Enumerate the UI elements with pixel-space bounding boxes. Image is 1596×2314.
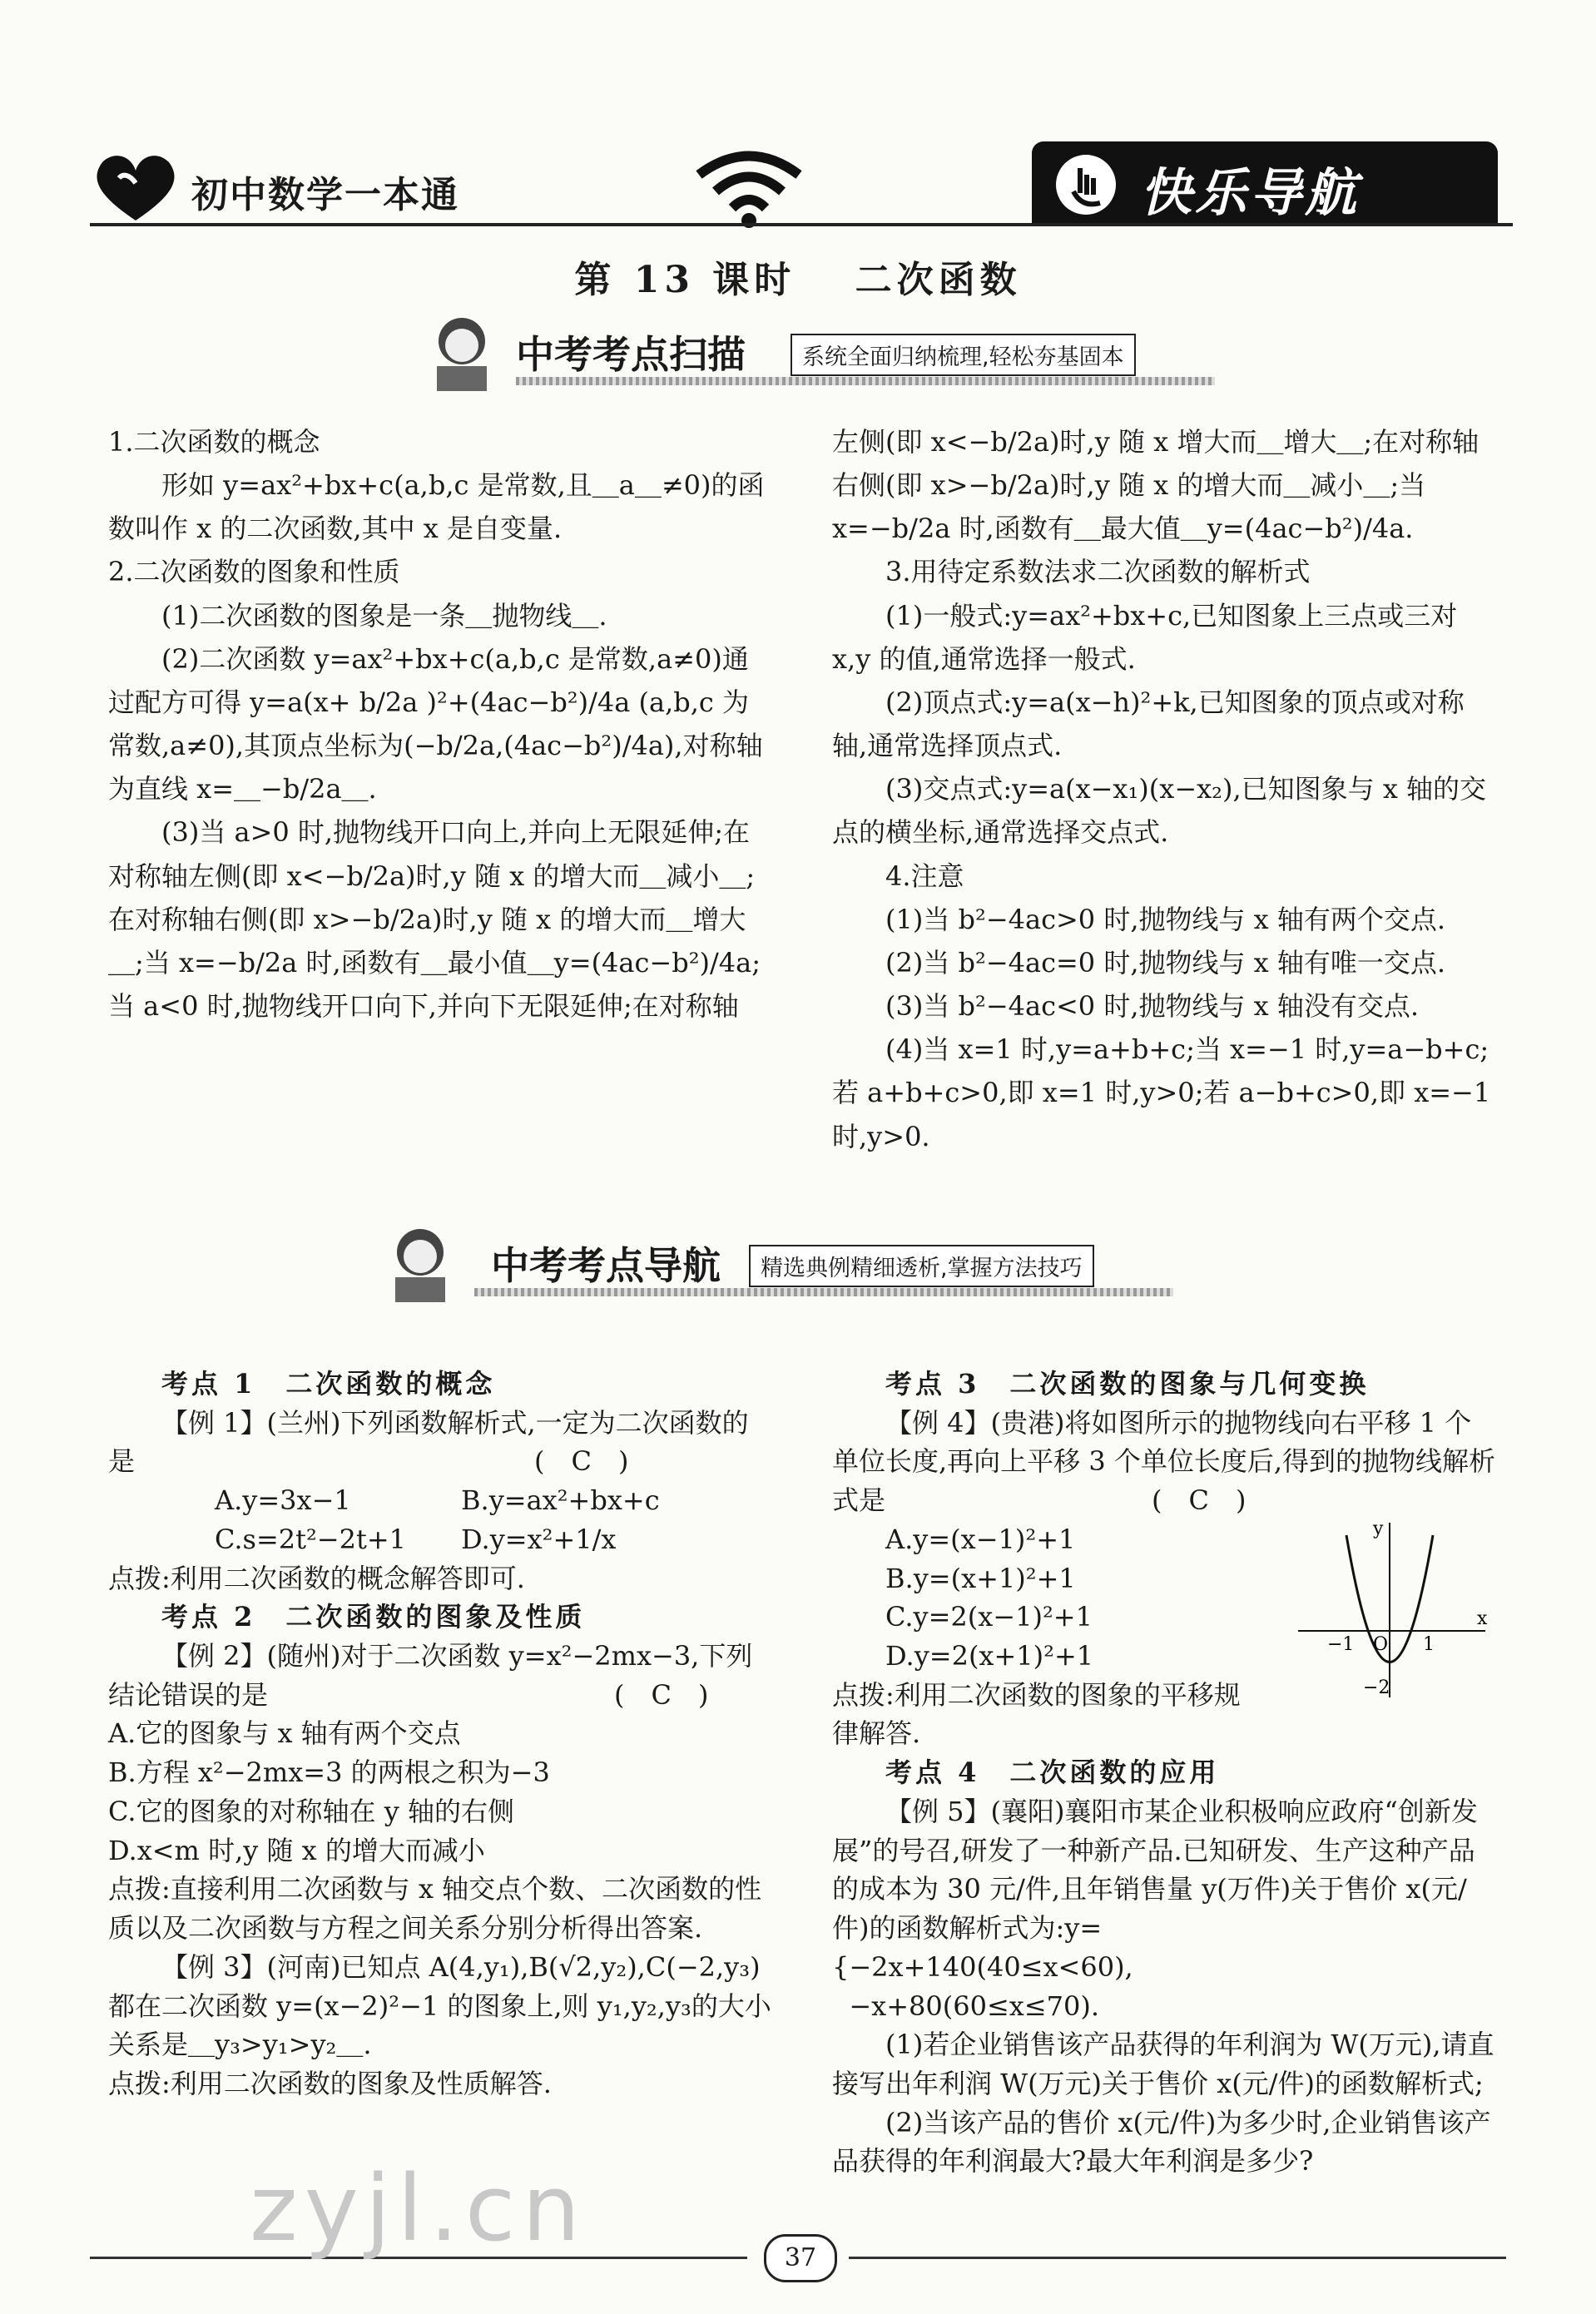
banner-arrow <box>516 377 1215 385</box>
tick-label: −2 <box>1363 1677 1390 1698</box>
scan-item: 2.二次函数的图象和性质 <box>108 556 400 588</box>
nav-right-column <box>832 1365 1498 2181</box>
tip-2: 点拨:直接利用二次函数与 x 轴交点个数、二次函数的性质以及二次函数与方程之间关系分别分析得出答案. <box>108 1873 762 1945</box>
option: A.y=3x−1 <box>215 1484 351 1517</box>
option: C.它的图象的对称轴在 y 轴的右侧 <box>108 1795 514 1827</box>
tick-label: 1 <box>1423 1634 1435 1655</box>
example-2: 【例 2】(随州)对于二次函数 y=x²−2mx−3,下列结论错误的是 ( C ) <box>108 1640 753 1711</box>
option: B.y=ax²+bx+c <box>461 1484 660 1517</box>
scan-item: (2)二次函数 y=ax²+bx+c(a,b,c 是常数,a≠0)通过配方可得 y=a(x+ b/2a )²+(4ac−b²)/4a (a,b,c 为常数,a≠0),其顶点坐标为(−b/2a,(4ac−b²)/4a),对称轴为直线 x=＿−b/2a＿. <box>108 642 763 805</box>
example-1: 【例 1】(兰州)下列函数解析式,一定为二次函数的是 ( C ) <box>108 1406 749 1478</box>
origin-label: O <box>1373 1634 1389 1655</box>
banner-nav-subtitle: 精选典例精细透析,掌握方法技巧 <box>749 1245 1094 1287</box>
tip-3: 点拨:利用二次函数的图象及性质解答. <box>108 2067 552 2099</box>
option: D.x<m 时,y 随 x 的增大而减小 <box>108 1834 485 1866</box>
kid-reading-icon <box>416 312 508 395</box>
option: C.s=2t²−2t+1 <box>215 1523 406 1555</box>
nav-left-column <box>108 1365 774 2103</box>
scan-item: (2)顶点式:y=a(x−h)²+k,已知图象的顶点或对称轴,通常选择顶点式. <box>832 686 1465 762</box>
scan-item: 左侧(即 x<−b/2a)时,y 随 x 增大而＿增大＿;在对称轴右侧(即 x>−b/2a)时,y 随 x 的增大而＿减小＿;当 x=−b/2a 时,函数有＿最大值＿y=(4ac−b²)/4a. <box>832 426 1480 545</box>
scan-item: (2)当 b²−4ac=0 时,抛物线与 x 轴有唯一交点. <box>885 946 1446 979</box>
kaodian-2: 考点 2 二次函数的图象及性质 <box>161 1601 586 1633</box>
scan-item: (3)当 b²−4ac<0 时,抛物线与 x 轴没有交点. <box>885 990 1420 1023</box>
scan-item: 1.二次函数的概念 <box>108 426 320 458</box>
scan-item: (4)当 x=1 时,y=a+b+c;当 x=−1 时,y=a−b+c;若 a+b+c>0,即 x=1 时,y>0;若 a−b+c>0,即 x=−1 时,y>0. <box>832 1033 1491 1152</box>
piecewise-case <box>832 1987 1498 2026</box>
logo-heart-icon <box>90 150 181 228</box>
scan-left-column <box>108 420 774 1028</box>
parabola-graph <box>1290 1514 1498 1706</box>
tip-4: 点拨:利用二次函数的图象的平移规律解答. <box>832 1678 1241 1750</box>
banner-scan-title: 中考考点扫描 <box>516 332 746 377</box>
kaodian-4: 考点 4 二次函数的应用 <box>885 1757 1220 1789</box>
tick-label: −1 <box>1327 1634 1355 1655</box>
scan-item: (1)当 b²−4ac>0 时,抛物线与 x 轴有两个交点. <box>885 903 1446 935</box>
piecewise-case: {−2x+140(40≤x<60), <box>832 1950 1133 1983</box>
question-2: (2)当该产品的售价 x(元/件)为多少时,企业销售该产品获得的年利润最大?最大年利润是多少? <box>832 2106 1491 2178</box>
kaodian-1: 考点 1 二次函数的概念 <box>161 1368 496 1400</box>
page-number: 37 <box>764 2234 837 2282</box>
nav-title: 快乐导航 <box>1140 162 1361 223</box>
option: A.y=(x−1)²+1 <box>885 1523 1076 1555</box>
example-3: 【例 3】(河南)已知点 A(4,y₁),B(√2,y₂),C(−2,y₃)都在二次函数 y=(x−2)²−1 的图象上,则 y₁,y₂,y₃的大小关系是＿y₃>y₁>y₂＿. <box>108 1950 771 2061</box>
example-4: 【例 4】(贵港)将如图所示的抛物线向右平移 1 个单位长度,再向上平移 3 个单位长度后,得到的抛物线解析式是 ( C ) <box>832 1406 1496 1517</box>
option: A.它的图象与 x 轴有两个交点 <box>108 1717 461 1750</box>
question-1: (1)若企业销售该产品获得的年利润为 W(万元),请直接写出年利润 W(万元)关于售价 x(元/件)的函数解析式; <box>832 2029 1494 2099</box>
scan-item: 形如 y=ax²+bx+c(a,b,c 是常数,且＿a＿≠0)的函数叫作 x 的二次函数,其中 x 是自变量. <box>108 469 765 545</box>
option: B.方程 x²−2mx=3 的两根之积为−3 <box>108 1757 550 1789</box>
banner-scan-subtitle: 系统全面归纳梳理,轻松夯基固本 <box>791 334 1136 376</box>
option: D.y=x²+1/x <box>461 1523 617 1555</box>
header-divider <box>90 223 1513 226</box>
section-banner-scan <box>416 320 1232 387</box>
tip-1: 点拨:利用二次函数的概念解答即可. <box>108 1562 525 1594</box>
option: C.y=2(x−1)²+1 <box>885 1601 1093 1633</box>
scan-item: (1)二次函数的图象是一条＿抛物线＿. <box>161 599 607 632</box>
watermark: zyjl.cn <box>250 2155 587 2262</box>
scan-right-column <box>832 420 1498 1158</box>
axis-label-y: y <box>1373 1519 1384 1539</box>
option: D.y=2(x+1)²+1 <box>885 1640 1094 1672</box>
scan-item: (3)交点式:y=a(x−x₁)(x−x₂),已知图象与 x 轴的交点的横坐标,通常选择交点式. <box>832 773 1487 849</box>
book-title: 初中数学一本通 <box>191 174 459 216</box>
scan-item: (3)当 a>0 时,抛物线开口向上,并向上无限延伸;在对称轴左侧(即 x<−b/2a)时,y 随 x 的增大而＿减小＿;在对称轴右侧(即 x>−b/2a)时,y 随 x 的增大而＿增大＿;当 x=−b/2a 时,函数有＿最小值＿y=(4ac−b²)/4a;当 a<0 时,抛物线开口向下,并向下无限延伸;在对称轴 <box>108 816 761 1023</box>
lesson-title: 第 13 课时 二次函数 <box>574 259 1022 301</box>
scan-item: 3.用待定系数法求二次函数的解析式 <box>885 556 1311 588</box>
footer-line-right <box>849 2257 1506 2259</box>
banner-nav-title: 中考考点导航 <box>491 1243 721 1288</box>
case-1: −2x+140(40≤x<60), <box>849 1950 1133 1983</box>
example-5: 【例 5】(襄阳)襄阳市某企业积极响应政府“创新发展”的号召,研发了一种新产品.已知研发、生产这种产品的成本为 30 元/件,且年销售量 y(万件)关于售价 x(元/件)的函数解析式为:y= <box>832 1795 1478 1945</box>
section-banner-nav <box>374 1231 1190 1298</box>
wifi-icon <box>691 146 807 232</box>
hand-pointer-icon <box>1048 151 1123 218</box>
scan-item: 4.注意 <box>885 860 964 892</box>
kid-reading-icon <box>374 1223 466 1306</box>
nav-banner <box>1032 141 1498 225</box>
option: B.y=(x+1)²+1 <box>885 1562 1076 1594</box>
case-2: −x+80(60≤x≤70). <box>849 1989 1099 2022</box>
kaodian-3: 考点 3 二次函数的图象与几何变换 <box>885 1368 1370 1400</box>
scan-item: (1)一般式:y=ax²+bx+c,已知图象上三点或三对 x,y 的值,通常选择一般式. <box>832 599 1458 675</box>
banner-arrow <box>474 1288 1173 1296</box>
axis-label-x: x <box>1477 1608 1488 1629</box>
